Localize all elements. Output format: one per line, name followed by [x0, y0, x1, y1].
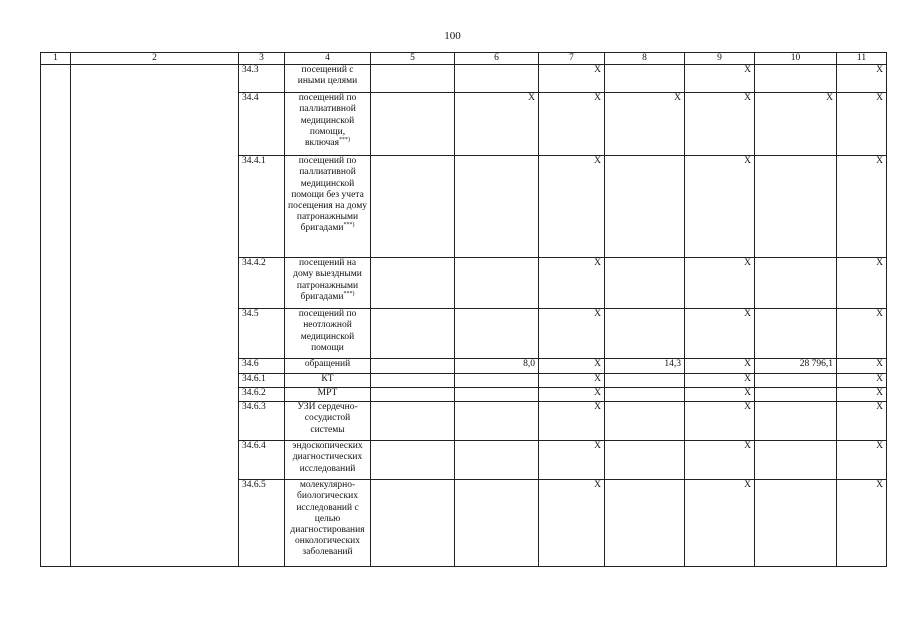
value-cell: X: [539, 402, 605, 441]
row-code: 34.3: [239, 65, 285, 93]
row-code: 34.6.2: [239, 388, 285, 402]
column-number-row: [41, 53, 887, 65]
value-cell: X: [837, 93, 887, 156]
value-cell: [605, 258, 685, 309]
value-cell: [455, 374, 539, 388]
col1-empty-cell: [41, 65, 71, 567]
value-cell: X: [685, 374, 755, 388]
value-cell: X: [837, 374, 887, 388]
value-cell: [371, 402, 455, 441]
row-code: 34.5: [239, 309, 285, 359]
value-cell: [605, 441, 685, 480]
value-cell: X: [685, 441, 755, 480]
value-cell: [755, 156, 837, 258]
value-cell: [455, 480, 539, 567]
row-name: [285, 480, 371, 567]
value-cell: [605, 374, 685, 388]
row-name: [285, 93, 371, 156]
row-name: [285, 65, 371, 93]
value-cell: X: [685, 359, 755, 374]
row-code: 34.6: [239, 359, 285, 374]
column-number: 2: [71, 53, 239, 65]
value-cell: X: [539, 65, 605, 93]
row-name: [285, 374, 371, 388]
value-cell: X: [539, 258, 605, 309]
value-cell: [371, 359, 455, 374]
value-cell: X: [755, 93, 837, 156]
column-number: 6: [455, 53, 539, 65]
column-number: 5: [371, 53, 455, 65]
column-number: 9: [685, 53, 755, 65]
value-cell: X: [539, 441, 605, 480]
column-number: 10: [755, 53, 837, 65]
value-cell: 8,0: [455, 359, 539, 374]
row-name: [285, 156, 371, 258]
value-cell: [455, 388, 539, 402]
value-cell: X: [685, 480, 755, 567]
value-cell: X: [539, 374, 605, 388]
value-cell: [455, 156, 539, 258]
column-number: 1: [41, 53, 71, 65]
row-name-text: КТ: [321, 374, 334, 385]
value-cell: X: [685, 309, 755, 359]
footnote-mark: ***): [343, 290, 355, 297]
value-cell: 14,3: [605, 359, 685, 374]
value-cell: X: [685, 388, 755, 402]
table-row: [41, 65, 887, 93]
row-name-text: УЗИ сердечно-сосудистой системы: [297, 402, 358, 435]
value-cell: X: [837, 65, 887, 93]
value-cell: X: [837, 441, 887, 480]
value-cell: [755, 374, 837, 388]
value-cell: [605, 480, 685, 567]
value-cell: [605, 156, 685, 258]
value-cell: X: [837, 156, 887, 258]
column-number: 3: [239, 53, 285, 65]
value-cell: [755, 309, 837, 359]
value-cell: X: [837, 388, 887, 402]
value-cell: [755, 441, 837, 480]
data-table: [40, 52, 887, 567]
value-cell: X: [837, 359, 887, 374]
value-cell: X: [605, 93, 685, 156]
row-name-text: посещений по паллиативной медицинской помощи без учета посещения на дому патронажными бригадами: [288, 156, 367, 234]
value-cell: [455, 309, 539, 359]
value-cell: X: [539, 93, 605, 156]
row-name: [285, 359, 371, 374]
value-cell: X: [539, 156, 605, 258]
row-name-text: молекулярно-биологических исследований с целью диагностирования онкологических заболеваний: [290, 480, 365, 558]
value-cell: X: [455, 93, 539, 156]
value-cell: [755, 402, 837, 441]
value-cell: X: [837, 402, 887, 441]
value-cell: [371, 441, 455, 480]
row-code: 34.4: [239, 93, 285, 156]
column-number: 7: [539, 53, 605, 65]
value-cell: [605, 65, 685, 93]
row-name-text: посещений по неотложной медицинской помощи: [298, 309, 357, 353]
row-name-text: МРТ: [317, 388, 338, 399]
value-cell: X: [837, 480, 887, 567]
value-cell: X: [539, 480, 605, 567]
footnote-mark: ***): [343, 222, 355, 229]
row-name-text: посещений с иными целями: [297, 65, 358, 87]
row-name: [285, 309, 371, 359]
row-code: 34.6.4: [239, 441, 285, 480]
row-name-text: эндоскопических диагностических исследований: [292, 441, 363, 474]
row-code: 34.6.3: [239, 402, 285, 441]
page-number: 100: [444, 30, 461, 42]
value-cell: [605, 388, 685, 402]
value-cell: X: [837, 309, 887, 359]
row-code: 34.4.2: [239, 258, 285, 309]
value-cell: X: [837, 258, 887, 309]
value-cell: [755, 65, 837, 93]
row-name-text: обращений: [304, 359, 351, 370]
value-cell: X: [539, 309, 605, 359]
row-code: 34.6.1: [239, 374, 285, 388]
value-cell: [455, 258, 539, 309]
row-name: [285, 258, 371, 309]
row-name-text: посещений на дому выездными патронажными бригадами: [293, 258, 362, 302]
value-cell: X: [685, 93, 755, 156]
value-cell: [371, 93, 455, 156]
value-cell: [371, 65, 455, 93]
value-cell: [371, 309, 455, 359]
value-cell: X: [539, 388, 605, 402]
column-number: 4: [285, 53, 371, 65]
value-cell: [755, 480, 837, 567]
value-cell: [755, 258, 837, 309]
column-number: 8: [605, 53, 685, 65]
value-cell: X: [685, 402, 755, 441]
value-cell: [605, 309, 685, 359]
row-name: [285, 441, 371, 480]
footnote-mark: ***): [338, 136, 350, 143]
value-cell: X: [685, 65, 755, 93]
value-cell: [371, 480, 455, 567]
value-cell: 28 796,1: [755, 359, 837, 374]
row-code: 34.4.1: [239, 156, 285, 258]
row-name-text: посещений по паллиативной медицинской помощи, включая: [298, 93, 357, 149]
col2-empty-cell: [71, 65, 239, 567]
row-name: [285, 388, 371, 402]
value-cell: [371, 156, 455, 258]
value-cell: [371, 258, 455, 309]
value-cell: X: [685, 156, 755, 258]
value-cell: [371, 374, 455, 388]
row-name: [285, 402, 371, 441]
value-cell: X: [539, 359, 605, 374]
value-cell: [455, 441, 539, 480]
row-code: 34.6.5: [239, 480, 285, 567]
value-cell: [755, 388, 837, 402]
value-cell: [605, 402, 685, 441]
column-number: 11: [837, 53, 887, 65]
value-cell: [371, 388, 455, 402]
value-cell: X: [685, 258, 755, 309]
value-cell: [455, 402, 539, 441]
value-cell: [455, 65, 539, 93]
